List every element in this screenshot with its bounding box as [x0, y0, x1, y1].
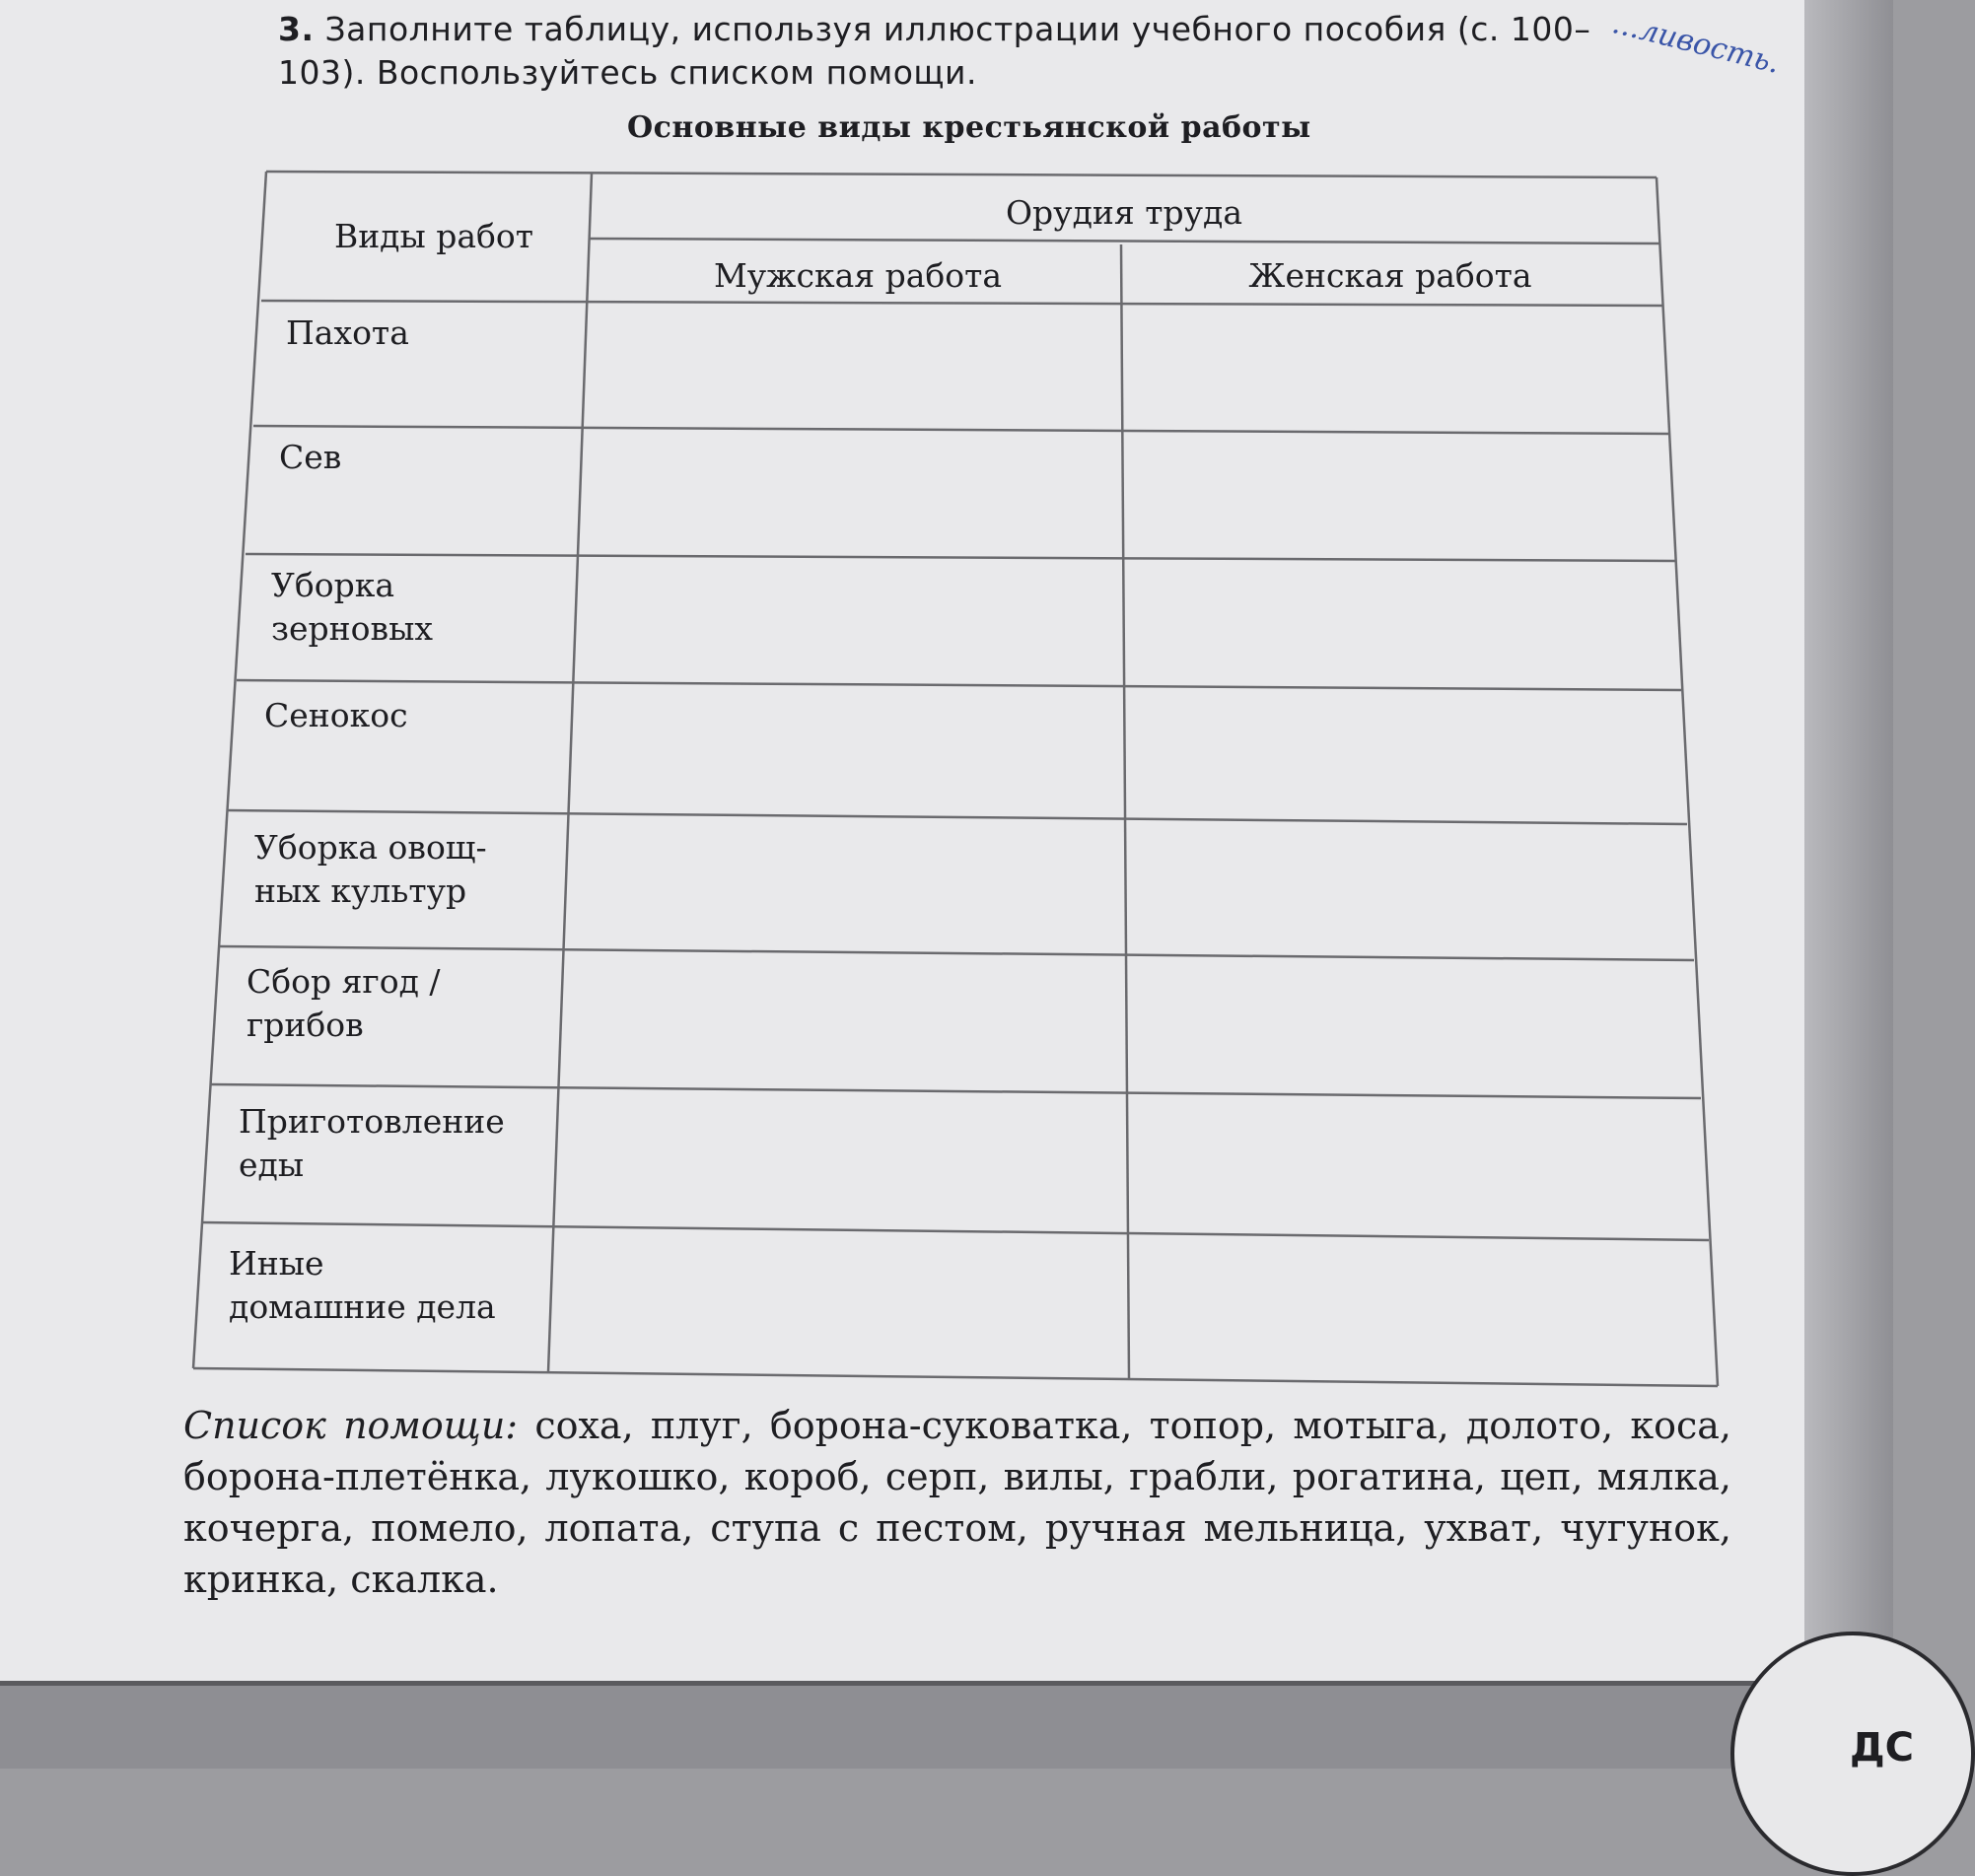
table-bottom-border — [193, 1368, 1718, 1386]
header-work-types: Виды работ — [333, 217, 534, 255]
task-number: 3. — [278, 10, 315, 48]
help-list — [183, 1400, 1731, 1605]
row-line-8 — [201, 1222, 1709, 1240]
row-label: Сенокос — [264, 696, 408, 734]
row-label: Пахота — [286, 313, 409, 352]
header-subdivider — [590, 239, 1659, 243]
row-line-6 — [219, 946, 1694, 960]
row-label: Уборка овощ- ных культур — [254, 828, 487, 910]
row-line-4 — [237, 680, 1681, 690]
help-list-items: соха, плуг, борона-суковатка, топор, мотыга, долото, коса, борона-плетёнка, лукошко, короб, серп, вилы, грабли, рогатина, цеп, мялка, кочерга, помело, лопата, ступа с пестом, ручная мельница, ухват, чугунок, кринка, скалка. — [183, 1404, 1731, 1601]
row-line-5 — [228, 810, 1687, 824]
handwritten-note: ...ливость. — [1608, 6, 1784, 81]
table-left-border — [193, 172, 266, 1368]
row-label: Иные домашние дела — [229, 1244, 496, 1326]
row-line-1 — [261, 301, 1662, 306]
column-divider-1 — [548, 174, 592, 1372]
row-line-7 — [210, 1084, 1701, 1098]
task-instruction: Заполните таблицу, используя иллюстрации учебного пособия (с. 100–103). Воспользуйтесь списком помощи. — [278, 10, 1591, 92]
row-line-3 — [246, 554, 1675, 561]
row-label: Сев — [279, 438, 342, 476]
row-label: Приготовление еды — [239, 1102, 505, 1184]
header-male-work: Мужская работа — [713, 256, 1003, 295]
table-right-border — [1657, 177, 1718, 1386]
table-title: Основные виды крестьянской работы — [627, 110, 1311, 145]
page-number: ДС — [1850, 1725, 1914, 1771]
header-female-work: Женская работа — [1248, 256, 1532, 295]
table-top-border — [266, 172, 1657, 177]
help-list-label: Список помощи: — [183, 1404, 519, 1447]
row-label: Сбор ягод / грибов — [247, 962, 441, 1044]
row-label: Уборка зерновых — [271, 566, 433, 648]
header-tools: Орудия труда — [1005, 193, 1242, 232]
column-divider-2 — [1121, 244, 1129, 1379]
row-line-2 — [253, 426, 1668, 434]
